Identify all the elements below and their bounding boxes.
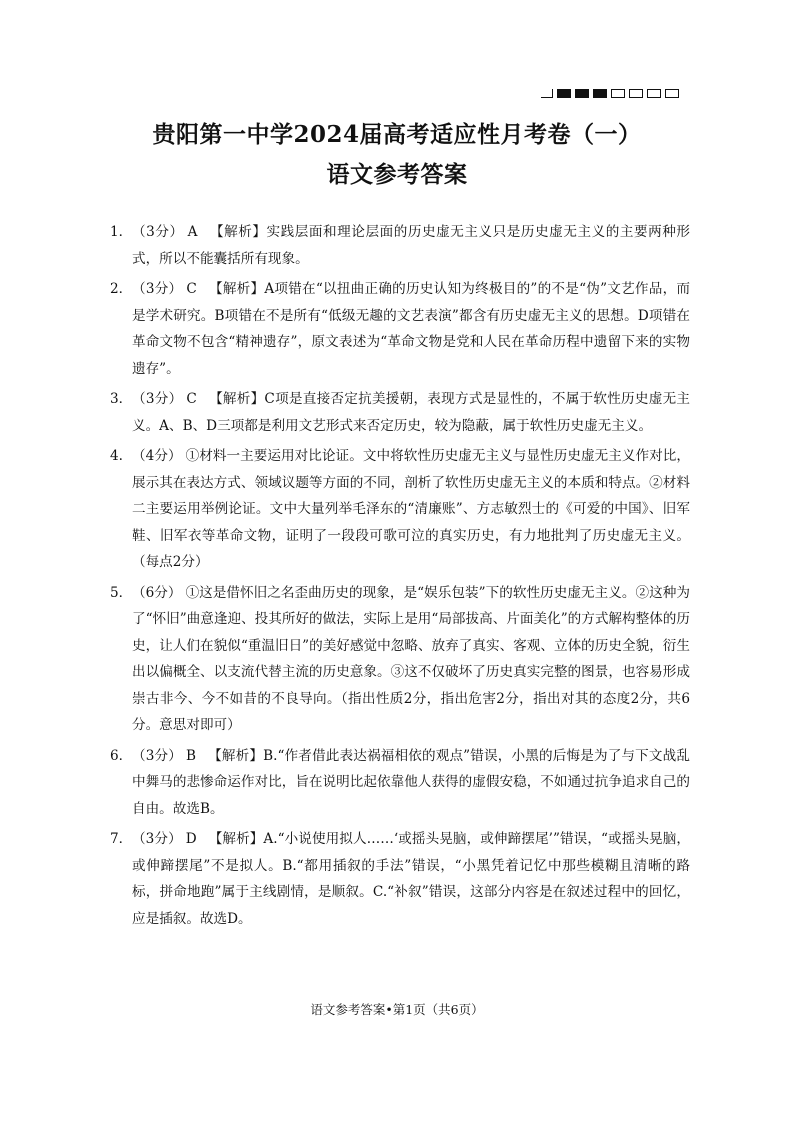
item-score: （3分） <box>132 747 183 764</box>
item-body <box>132 826 690 932</box>
answer-item-2 <box>110 276 690 382</box>
item-body <box>132 276 690 382</box>
answer-list <box>110 219 690 936</box>
item-body <box>132 743 690 823</box>
item-explanation: 【解析】A项错在“以扭曲正确的历史认知为终极目的”的不是“伪”文艺作品，而是学术研究。B项错在不是所有“低级无趣的文艺表演”都含有历史虚无主义的思想。D项错在革命文物不包含“精神遗存”，原文表述为“革命文物是党和人民在革命历程中遗留下来的实物遗存”。 <box>132 281 690 377</box>
item-score: （3分） <box>132 391 183 407</box>
item-body <box>132 443 690 576</box>
code-mark <box>593 89 607 98</box>
code-mark <box>647 89 661 98</box>
item-explanation: 【解析】B.“作者借此表达祸福相依的观点”错误，小黑的后悔是为了与下文战乱中舞马的悲惨命运作对比，旨在说明比起依靠他人获得的虚假安稳，不如通过抗争追求自己的自由。故选B。 <box>132 747 690 817</box>
answer-item-6 <box>110 743 690 823</box>
item-number: 1． <box>110 224 133 240</box>
item-explanation: ①这是借怀旧之名歪曲历史的现象，是“娱乐包装”下的软性历史虚无主义。②这种为了“怀旧”曲意逢迎、投其所好的做法，实际上是用“局部拔高、片面美化”的方式解构整体的历史，让人们在貌似“重温旧日”的美好感觉中忽略、放弃了真实、客观、立体的历史全貌，衍生出以偏概全、以支流代替主流的历史意象。③这不仅破坏了历史真实完整的图景，也容易形成崇古非今、今不如昔的不良导向。（指出性质2分，指出危害2分，指出对其的态度2分，共6分。意思对即可） <box>132 584 690 733</box>
answer-item-3 <box>110 386 690 439</box>
item-explanation: 【解析】C项是直接否定抗美援朝，表现方式是显性的，不属于软性历史虚无主义。A、B、D三项都是利用文艺形式来否定历史，较为隐蔽，属于软性历史虚无主义。 <box>132 391 690 434</box>
item-number: 6． <box>110 747 133 764</box>
item-body <box>132 219 690 272</box>
item-body <box>132 386 690 439</box>
code-mark <box>611 89 625 98</box>
item-answer: C <box>186 281 197 297</box>
item-explanation: 【解析】A.“小说使用拟人……‘或摇头晃脑，或伸蹄摆尾’”错误，“或摇头晃脑，或伸蹄摆尾”不是拟人。B.“都用插叙的手法”错误，“小黑凭着记忆中那些模糊且清晰的路标，拼命地跑”属于主线剧情，是顺叙。C.“补叙”错误，这部分内容是在叙述过程中的回忆，应是插叙。故选D。 <box>132 831 690 927</box>
item-number: 5． <box>110 584 133 601</box>
document-title: 贵阳第一中学2024届高考适应性月考卷（一） <box>152 121 642 148</box>
document-subtitle: 语文参考答案 <box>326 161 468 188</box>
answer-item-4 <box>110 443 690 576</box>
item-body <box>132 580 690 739</box>
item-answer: B <box>186 747 197 764</box>
item-number: 4. <box>110 448 123 464</box>
item-explanation: ①材料一主要运用对比论证。文中将软性历史虚无主义与显性历史虚无主义作对比，展示其在表达方式、领域议题等方面的不同，剖析了软性历史虚无主义的本质和特点。②材料二主要运用举例论证。文中大量列举毛泽东的“清廉账”、方志敏烈士的《可爱的中国》、旧军鞋、旧军衣等革命文物，证明了一段段可歌可泣的真实历史，有力地批判了历史虚无主义。（每点2分） <box>132 448 690 570</box>
item-score: （3分） <box>132 224 184 240</box>
item-answer: C <box>186 391 197 407</box>
code-mark <box>557 89 571 98</box>
item-answer: D <box>185 831 197 847</box>
code-mark <box>541 89 553 98</box>
answer-item-1 <box>110 219 690 272</box>
code-mark <box>575 89 589 98</box>
code-mark <box>665 89 679 98</box>
item-explanation: 【解析】实践层面和理论层面的历史虚无主义只是历史虚无主义的主要两种形式，所以不能囊括所有现象。 <box>132 224 690 267</box>
item-score: （6分） <box>132 584 182 601</box>
item-answer: A <box>187 224 198 240</box>
item-number: 2． <box>110 281 133 297</box>
item-number: 3． <box>110 391 133 407</box>
answer-item-7 <box>110 826 690 932</box>
code-mark <box>629 89 643 98</box>
item-score: （3分） <box>132 831 182 847</box>
item-score: （3分） <box>132 281 183 297</box>
item-score: （4分） <box>132 448 182 464</box>
page-footer: 语文参考答案•第1页（共6页） <box>310 1002 484 1017</box>
exam-code-marks <box>541 89 679 98</box>
item-number: 7． <box>110 831 133 847</box>
answer-item-5 <box>110 580 690 739</box>
